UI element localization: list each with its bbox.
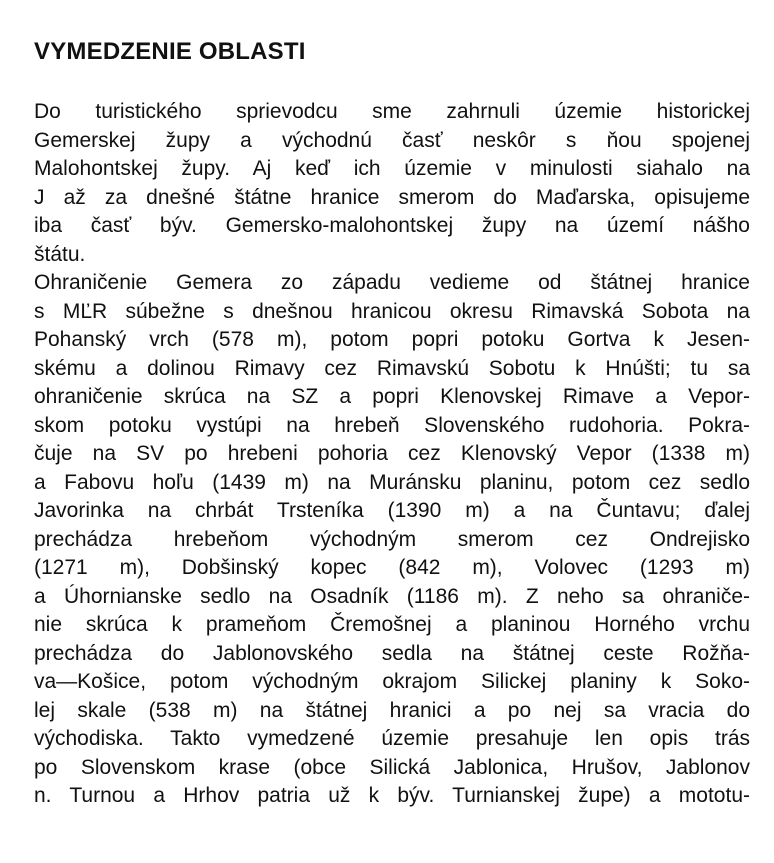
text-line: iba časť býv. Gemersko-malohontskej župy na území nášho (34, 214, 750, 237)
text-line: prechádza hrebeňom východným smerom cez Ondrejisko (34, 527, 750, 551)
text-line: Malohontskej župy. Aj keď ich územie v minulosti siahalo na (34, 157, 750, 180)
text-line: skému a dolinou Rimavy cez Rimavskú Sobotu k Hnúšti; tu sa (34, 356, 750, 380)
text-line: nie skrúca k prameňom Čremošnej a planinou Horného vrchu (34, 613, 750, 636)
text-line: Pohanský vrch (578 m), potom popri potoku Gortva k Jesen- (34, 328, 750, 351)
text-line: Gemerskej župy a východnú časť neskôr s ňou spojenej (34, 128, 750, 152)
text-line: štátu. (34, 242, 86, 266)
text-line: prechádza do Jablonovského sedla na štátnej ceste Rožňa- (34, 641, 750, 665)
text-line: po Slovenskom krase (obce Silická Jablonica, Hrušov, Jablonov (34, 755, 750, 779)
text-line: J až za dnešné štátne hranice smerom do Maďarska, opisujeme (34, 185, 750, 209)
paragraph-2 (34, 269, 750, 811)
text-line: Javorinka na chrbát Trsteníka (1390 m) a na Čuntavu; ďalej (34, 499, 750, 522)
text-line: Do turistického sprievodcu sme zahrnuli územie historickej (34, 100, 750, 123)
text-line: čuje na SV po hrebeni pohoria cez Klenovský Vepor (1338 m) (34, 442, 750, 465)
text-line: (1271 m), Dobšinský kopec (842 m), Volovec (1293 m) (34, 556, 750, 579)
text-line: va—Košice, potom východným okrajom Silickej planiny k Soko- (34, 670, 750, 693)
section-heading: VYMEDZENIE OBLASTI (34, 38, 306, 65)
text-line: Ohraničenie Gemera zo západu vedieme od štátnej hranice (34, 271, 750, 294)
text-line: a Úhornianske sedlo na Osadník (1186 m). Z neho sa ohraniče- (34, 584, 750, 608)
text-line: n. Turnou a Hrhov patria už k býv. Turnianskej župe) a mototu- (34, 784, 750, 807)
body-text (34, 98, 750, 811)
text-line: ohraničenie skrúca na SZ a popri Klenovskej Rimave a Vepor- (34, 385, 750, 408)
text-line: lej skale (538 m) na štátnej hranici a po nej sa vracia do (34, 698, 750, 722)
text-line: a Fabovu hoľu (1439 m) na Muránsku planinu, potom cez sedlo (34, 470, 750, 494)
text-line: skom potoku vystúpi na hrebeň Slovenského rudohoria. Pokra- (34, 413, 750, 437)
paragraph-1 (34, 98, 750, 269)
text-line: východiska. Takto vymedzené územie presahuje len opis trás (34, 727, 750, 750)
text-line: s MĽR súbežne s dnešnou hranicou okresu Rimavská Sobota na (34, 299, 750, 323)
